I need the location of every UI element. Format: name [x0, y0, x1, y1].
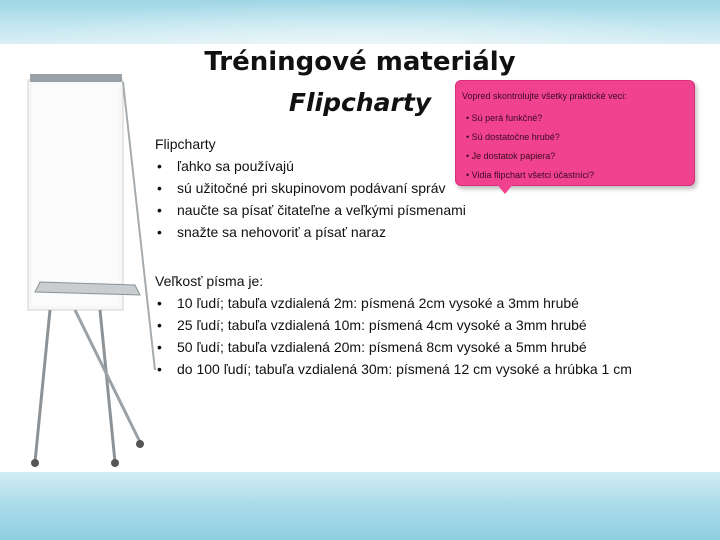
slide-body — [155, 133, 715, 380]
flipchart-easel-image — [10, 70, 160, 470]
list-item: • 25 ľudí; tabuľa vzdialená 10m: písmená 4cm vysoké a 3mm hrubé — [155, 314, 715, 336]
callout-heading: Vopred skontrolujte všetky praktické veci: — [462, 91, 627, 101]
bottom-decorative-band — [0, 472, 720, 540]
list-item: • naučte sa písať čitateľne a veľkými písmenami — [155, 199, 715, 221]
spacer — [155, 243, 715, 270]
flipcharty-bullet-list — [155, 155, 715, 243]
list-item: • do 100 ľudí; tabuľa vzdialená 30m: písmená 12 cm vysoké a hrúbka 1 cm — [155, 358, 715, 380]
section-heading-flipcharty: Flipcharty — [155, 136, 216, 152]
list-item: • 50 ľudí; tabuľa vzdialená 20m: písmená 8cm vysoké a 5mm hrubé — [155, 336, 715, 358]
slide-subtitle: Flipcharty — [288, 88, 432, 117]
list-item: • snažte sa nehovoriť a písať naraz — [155, 221, 715, 243]
list-item: • 10 ľudí; tabuľa vzdialená 2m: písmená 2cm vysoké a 3mm hrubé — [155, 292, 715, 314]
callout-item: • Vidia flipchart všetci účastníci? — [466, 166, 594, 185]
callout-item: • Sú dostatočne hrubé? — [466, 128, 594, 147]
top-decorative-band — [0, 0, 720, 44]
list-item: • sú užitočné pri skupinovom podávaní správ — [155, 177, 715, 199]
slide-title: Tréningové materiály — [204, 47, 516, 77]
section-heading-font-size: Veľkosť písma je: — [155, 273, 264, 289]
callout-item: • Sú perá funkčné? — [466, 109, 594, 128]
callout-item: • Je dostatok papiera? — [466, 147, 594, 166]
list-item: • ľahko sa používajú — [155, 155, 715, 177]
font-size-bullet-list — [155, 292, 715, 380]
